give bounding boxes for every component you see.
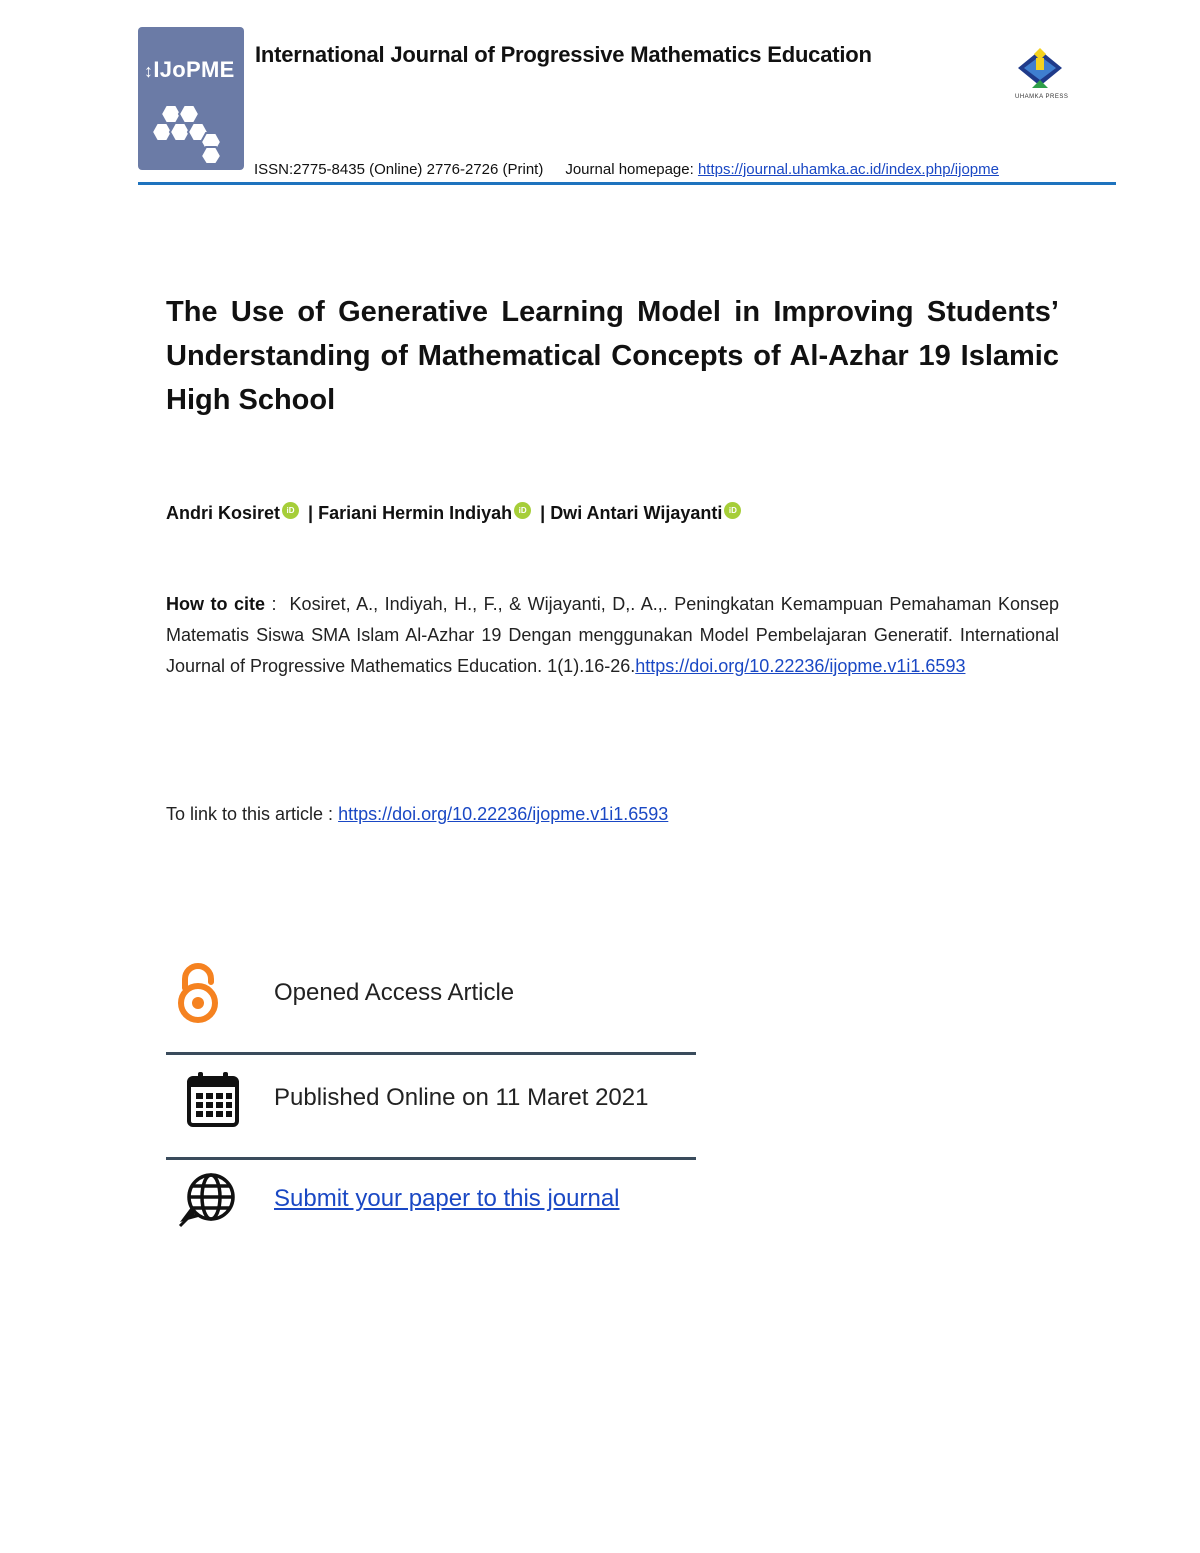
author-separator: | xyxy=(540,503,551,523)
calendar-icon xyxy=(186,1070,240,1128)
journal-name: International Journal of Progressive Mathematics Education xyxy=(255,42,872,67)
issn-text: ISSN:2775-8435 (Online) 2776-2726 (Print) xyxy=(254,161,544,178)
journal-logo-text: ↕IJoPME xyxy=(144,57,235,82)
journal-logo xyxy=(138,27,244,170)
university-logo-icon xyxy=(1014,46,1066,92)
cite-doi-link[interactable]: https://doi.org/10.22236/ijopme.v1i1.6593 xyxy=(635,656,966,676)
author-separator: | xyxy=(308,503,319,523)
homepage-link[interactable]: https://journal.uhamka.ac.id/index.php/ijopme xyxy=(697,161,999,178)
orcid-icon[interactable]: iD xyxy=(282,502,299,519)
globe-submit-icon xyxy=(176,1172,238,1228)
author-list xyxy=(166,502,745,524)
author-name: Dwi Antari Wijayanti xyxy=(550,503,723,523)
article-link-line xyxy=(166,804,668,825)
homepage-label: Journal homepage: xyxy=(565,161,694,178)
hexagon-cluster-icon xyxy=(152,103,232,165)
university-logo-caption: UHAMKA PRESS xyxy=(1015,94,1069,100)
author-name: Andri Kosiret xyxy=(166,503,281,523)
article-doi-link[interactable]: https://doi.org/10.22236/ijopme.v1i1.6593 xyxy=(338,804,669,824)
open-access-label: Opened Access Article xyxy=(274,979,515,1006)
header-rule xyxy=(138,182,1116,185)
article-title: The Use of Generative Learning Model in Improving Students’ Understanding of Mathematical Concepts of Al-Azhar 19 Islamic High School xyxy=(166,296,1059,416)
issn-line xyxy=(254,161,999,178)
open-access-icon xyxy=(176,962,220,1024)
submit-paper-link[interactable]: Submit your paper to this journal xyxy=(274,1185,620,1212)
how-to-cite-label: How to cite xyxy=(166,594,266,614)
how-to-cite-text: Kosiret, A., Indiyah, H., F., & Wijayanti, D,. A.,. Peningkatan Kemampuan Pemahaman Konsep Matematis Siswa SMA Islam Al-Azhar 19 Dengan menggunakan Model Pembelajaran Generatif. International Journal of Progressive Mathematics Education. 1(1).16-26. xyxy=(166,594,1059,676)
info-divider xyxy=(166,1157,696,1160)
article-link-label: To link to this article : xyxy=(166,804,334,824)
how-to-cite: How to cite : Kosiret, A., Indiyah, H., F., & Wijayanti, D,. A.,. Peningkatan Kemampuan Pemahaman Konsep Matematis Siswa SMA Islam Al-Azhar 19 Dengan menggunakan Model Pembelajaran Generatif. International Journal of Progressive Mathematics Education. 1(1).16-26.https://doi.org/10.22236/ijopme.v1i1.6593 xyxy=(166,594,1059,676)
author-name: Fariani Hermin Indiyah xyxy=(318,503,513,523)
orcid-icon[interactable]: iD xyxy=(514,502,531,519)
info-divider xyxy=(166,1052,696,1055)
orcid-icon[interactable]: iD xyxy=(724,502,741,519)
published-online-label: Published Online on 11 Maret 2021 xyxy=(274,1084,649,1111)
